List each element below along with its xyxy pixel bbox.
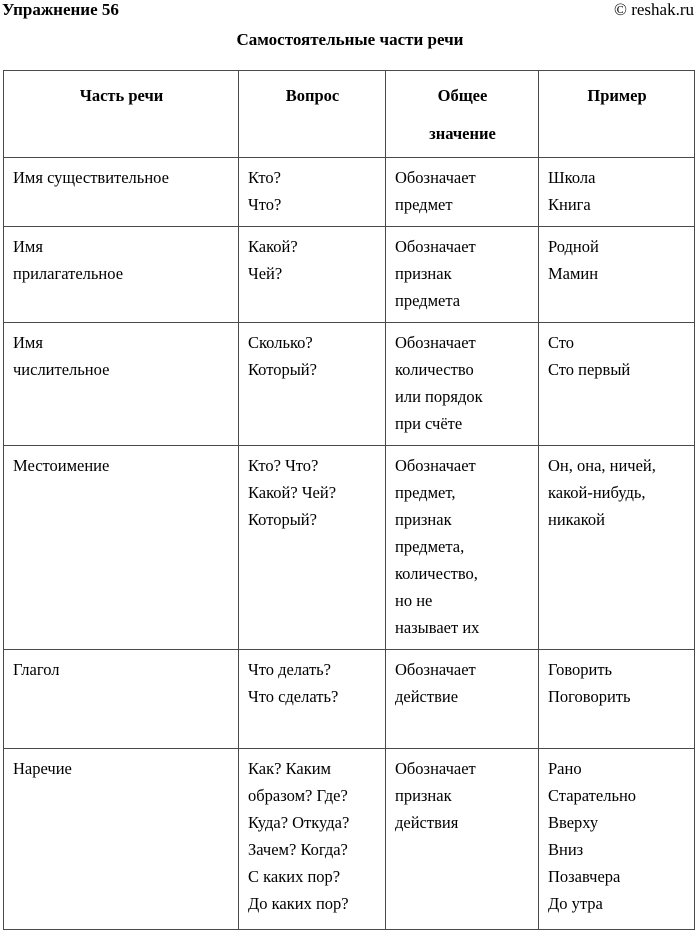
exercise-title: Упражнение 56 [2, 0, 119, 19]
cell-question [239, 227, 386, 323]
cell-example [539, 650, 695, 749]
cell-part-of-speech [4, 749, 239, 930]
cell-line: предмет [395, 195, 453, 214]
cell-line: предмета [395, 291, 461, 310]
cell-line: какой-нибудь, [548, 483, 646, 502]
cell-line: Имя [13, 237, 43, 256]
cell-line: До каких пор? [248, 894, 349, 913]
cell-line: Обозначает [395, 237, 476, 256]
cell-example [539, 158, 695, 227]
cell-line: Поговорить [548, 687, 631, 706]
table-row [4, 650, 695, 749]
cell-meaning [386, 323, 539, 446]
cell-line: Зачем? Когда? [248, 840, 348, 859]
cell-line: Книга [548, 195, 591, 214]
column-header-example [539, 71, 695, 158]
cell-line: но не [395, 591, 433, 610]
cell-question [239, 323, 386, 446]
cell-line: Обозначает [395, 168, 476, 187]
cell-line: количество [395, 360, 474, 379]
cell-meaning [386, 650, 539, 749]
cell-line: Который? [248, 360, 317, 379]
cell-line: Наречие [13, 759, 72, 778]
cell-meaning [386, 749, 539, 930]
cell-part-of-speech [4, 323, 239, 446]
column-header-general-meaning-label-line1: Общее [437, 86, 488, 105]
cell-example [539, 323, 695, 446]
cell-line: Вверху [548, 813, 599, 832]
table-header-row [4, 71, 695, 158]
column-header-question-label: Вопрос [285, 86, 340, 105]
cell-line: числительное [13, 360, 110, 379]
column-header-part-of-speech [4, 71, 239, 158]
table-row [4, 227, 695, 323]
table-row [4, 446, 695, 650]
cell-line: Имя [13, 333, 43, 352]
cell-line: прилагательное [13, 264, 124, 283]
page-header [0, 0, 700, 24]
cell-part-of-speech [4, 227, 239, 323]
cell-line: Что? [248, 195, 282, 214]
cell-line: Чей? [248, 264, 283, 283]
table-row [4, 323, 695, 446]
column-header-part-of-speech-label: Часть речи [79, 86, 164, 105]
cell-question [239, 158, 386, 227]
site-watermark: © reshak.ru [614, 0, 694, 19]
cell-line: Мамин [548, 264, 599, 283]
cell-line: Сколько? [248, 333, 313, 352]
column-header-question [239, 71, 386, 158]
cell-meaning [386, 446, 539, 650]
cell-example [539, 446, 695, 650]
cell-line: называет их [395, 618, 480, 637]
cell-line: при счёте [395, 414, 463, 433]
cell-question [239, 749, 386, 930]
cell-line: действие [395, 687, 459, 706]
cell-question [239, 650, 386, 749]
cell-line: никакой [548, 510, 606, 529]
cell-example [539, 227, 695, 323]
cell-line: Позавчера [548, 867, 621, 886]
cell-line: Рано [548, 759, 582, 778]
cell-line: Имя существительное [13, 168, 169, 187]
cell-line: Который? [248, 510, 317, 529]
cell-line: Обозначает [395, 456, 476, 475]
column-header-example-label: Пример [587, 86, 647, 105]
cell-line: Обозначает [395, 333, 476, 352]
parts-of-speech-table [3, 70, 695, 930]
cell-part-of-speech [4, 650, 239, 749]
cell-line: Как? Каким [248, 759, 331, 778]
parts-of-speech-table-container [3, 70, 694, 930]
cell-line: Что сделать? [248, 687, 339, 706]
cell-line: Кто? [248, 168, 281, 187]
cell-part-of-speech [4, 158, 239, 227]
cell-line: признак [395, 786, 452, 805]
cell-line: Говорить [548, 660, 613, 679]
cell-line: Какой? Чей? [248, 483, 337, 502]
cell-line: действия [395, 813, 459, 832]
cell-line: Родной [548, 237, 599, 256]
cell-line: образом? Где? [248, 786, 348, 805]
cell-part-of-speech [4, 446, 239, 650]
cell-line: Он, она, ничей, [548, 456, 656, 475]
cell-line: признак [395, 510, 452, 529]
cell-line: До утра [548, 894, 603, 913]
table-header [4, 71, 695, 158]
column-header-general-meaning-label-line2: значение [429, 124, 496, 143]
cell-line: или порядок [395, 387, 483, 406]
table-row [4, 749, 695, 930]
cell-line: Куда? Откуда? [248, 813, 350, 832]
cell-line: Сто [548, 333, 575, 352]
cell-line: Старательно [548, 786, 637, 805]
cell-line: Что делать? [248, 660, 331, 679]
page-title: Самостоятельные части речи [236, 30, 464, 49]
cell-line: Кто? Что? [248, 456, 319, 475]
cell-line: признак [395, 264, 452, 283]
cell-example [539, 749, 695, 930]
cell-line: Обозначает [395, 759, 476, 778]
cell-line: Сто первый [548, 360, 631, 379]
cell-meaning [386, 227, 539, 323]
cell-line: количество, [395, 564, 478, 583]
cell-meaning [386, 158, 539, 227]
cell-line: С каких пор? [248, 867, 341, 886]
cell-line: Какой? [248, 237, 298, 256]
column-header-general-meaning [386, 71, 539, 158]
cell-line: Глагол [13, 660, 60, 679]
cell-line: Местоимение [13, 456, 110, 475]
cell-question [239, 446, 386, 650]
table-body [4, 158, 695, 930]
cell-line: предмет, [395, 483, 456, 502]
cell-line: Вниз [548, 840, 584, 859]
cell-line: Обозначает [395, 660, 476, 679]
cell-line: предмета, [395, 537, 465, 556]
cell-line: Школа [548, 168, 596, 187]
table-row [4, 158, 695, 227]
